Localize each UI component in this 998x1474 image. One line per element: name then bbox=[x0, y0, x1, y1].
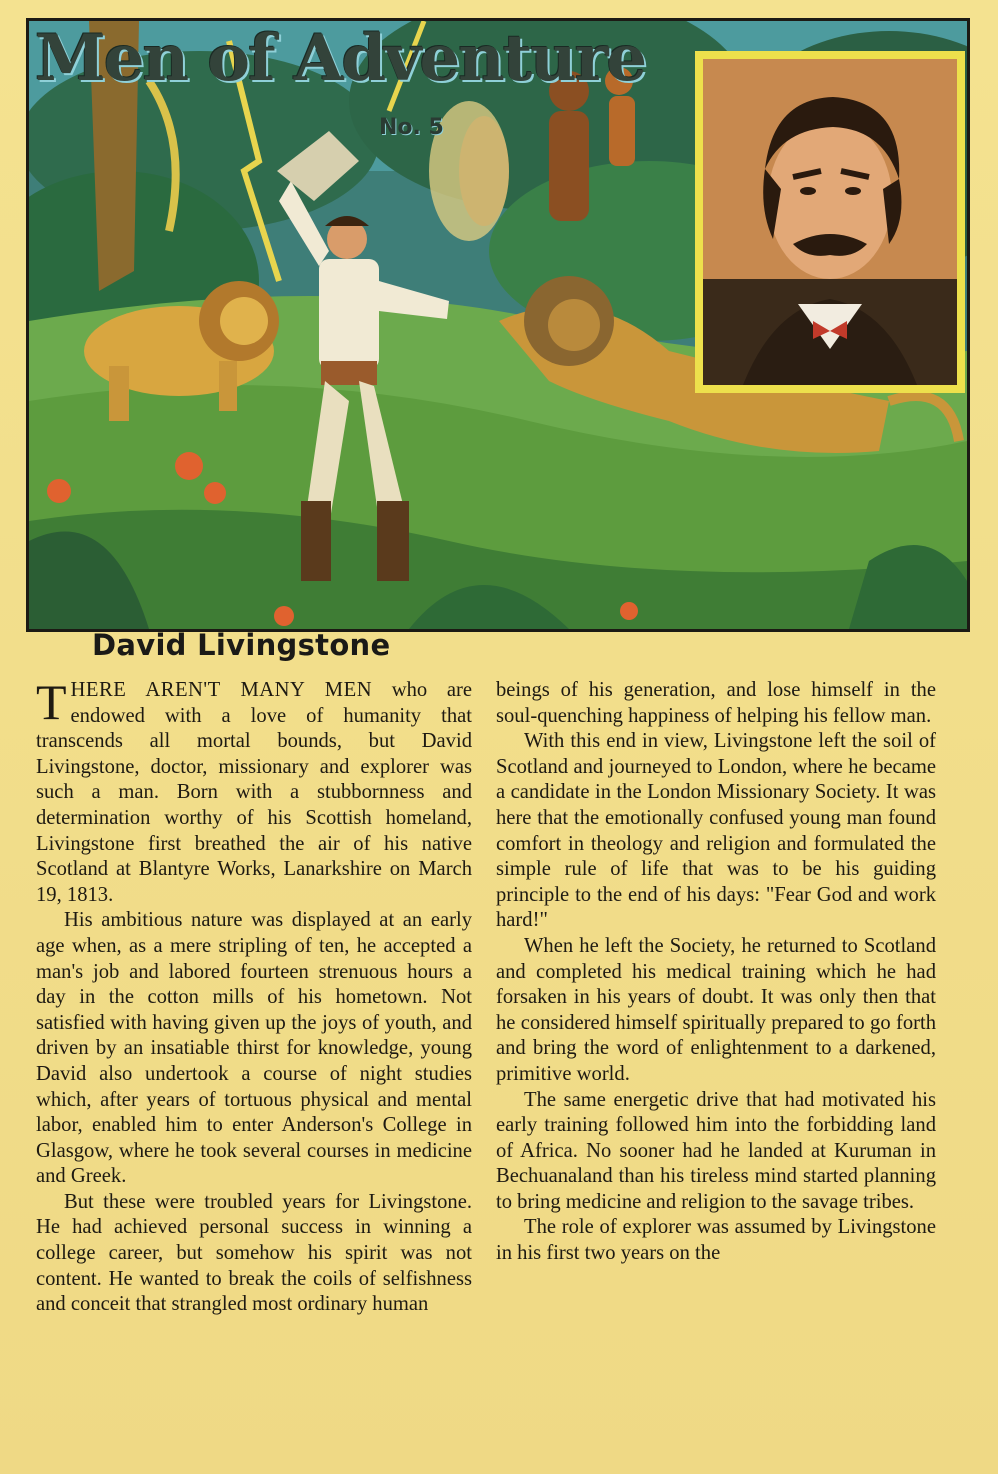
article-column-left bbox=[36, 674, 473, 1318]
article-paragraph: His ambitious nature was displayed at an early age when, as a mere stripling of ten, he accepted a man's job and labored fourteen strenuous hours a day in the cotton mills of his hometown. Not satisfied with having given up the joys of youth, and driven by an insatiable thirst for knowledge, young David also undertook a course of night studies which, after years of tortuous physical and mental labor, enabled him to enter Anderson's College in Glasgow, where he took several courses in medicine and Greek. bbox=[36, 909, 472, 1188]
lead-in: HERE AREN'T MANY MEN bbox=[70, 679, 373, 701]
portrait-frame bbox=[695, 51, 965, 393]
comic-issue-number: No. 5 bbox=[379, 115, 444, 140]
article-paragraph: With this end in view, Livingstone left the soil of Scotland and journeyed to London, where he became a candidate in the London Missionary Society. It was here that the emotionally confused young man found comfort in theology and religion and formulated the simple rule of life that was to be his guiding principle to the end of his days: "Fear God and work hard!" bbox=[496, 730, 936, 932]
article-paragraph: When he left the Society, he returned to Scotland and completed his medical training which he had forsaken in his years of doubt. It was only then that he considered himself spiritually prepared to go forth and bring the word of enlightenment to a darkened, primitive world. bbox=[496, 934, 936, 1085]
comic-series-title: Men of Adventure bbox=[35, 21, 646, 96]
article-paragraph: But these were troubled years for Livingstone. He had achieved personal success in winning a college career, but somehow his spirit was not content. He wanted to break the coils of selfishness and conceit that strangled most ordinary human bbox=[36, 1190, 472, 1316]
article-paragraph: The role of explorer was assumed by Livingstone in his first two years on the bbox=[496, 1216, 936, 1265]
article-paragraph bbox=[36, 674, 473, 908]
article-paragraph: beings of his generation, and lose himself in the soul-quenching happiness of helping his fellow man. bbox=[496, 679, 936, 727]
livingstone-portrait bbox=[703, 59, 957, 385]
article-column-right bbox=[496, 678, 936, 1267]
article-headline: David Livingstone bbox=[92, 628, 391, 662]
illustration-panel bbox=[26, 18, 970, 632]
paragraph-text: who are endowed with a love of humanity that transcends all mortal bounds, but David Livingstone, doctor, missionary and explorer was such a man. Born with a stubbornness and determination worthy of his Scottish homeland, Livingstone first breathed the air of his native Scotland at Blantyre Works, Lanarkshire on March 19, 1813. bbox=[36, 679, 473, 906]
drop-cap: T bbox=[36, 674, 67, 730]
article-paragraph: The same energetic drive that had motivated his early training followed him into the forbidding land of Africa. No sooner had he landed at Kuruman in Bechuanaland than his tireless mind started planning to bring medicine and religion to the savage tribes. bbox=[496, 1088, 936, 1213]
